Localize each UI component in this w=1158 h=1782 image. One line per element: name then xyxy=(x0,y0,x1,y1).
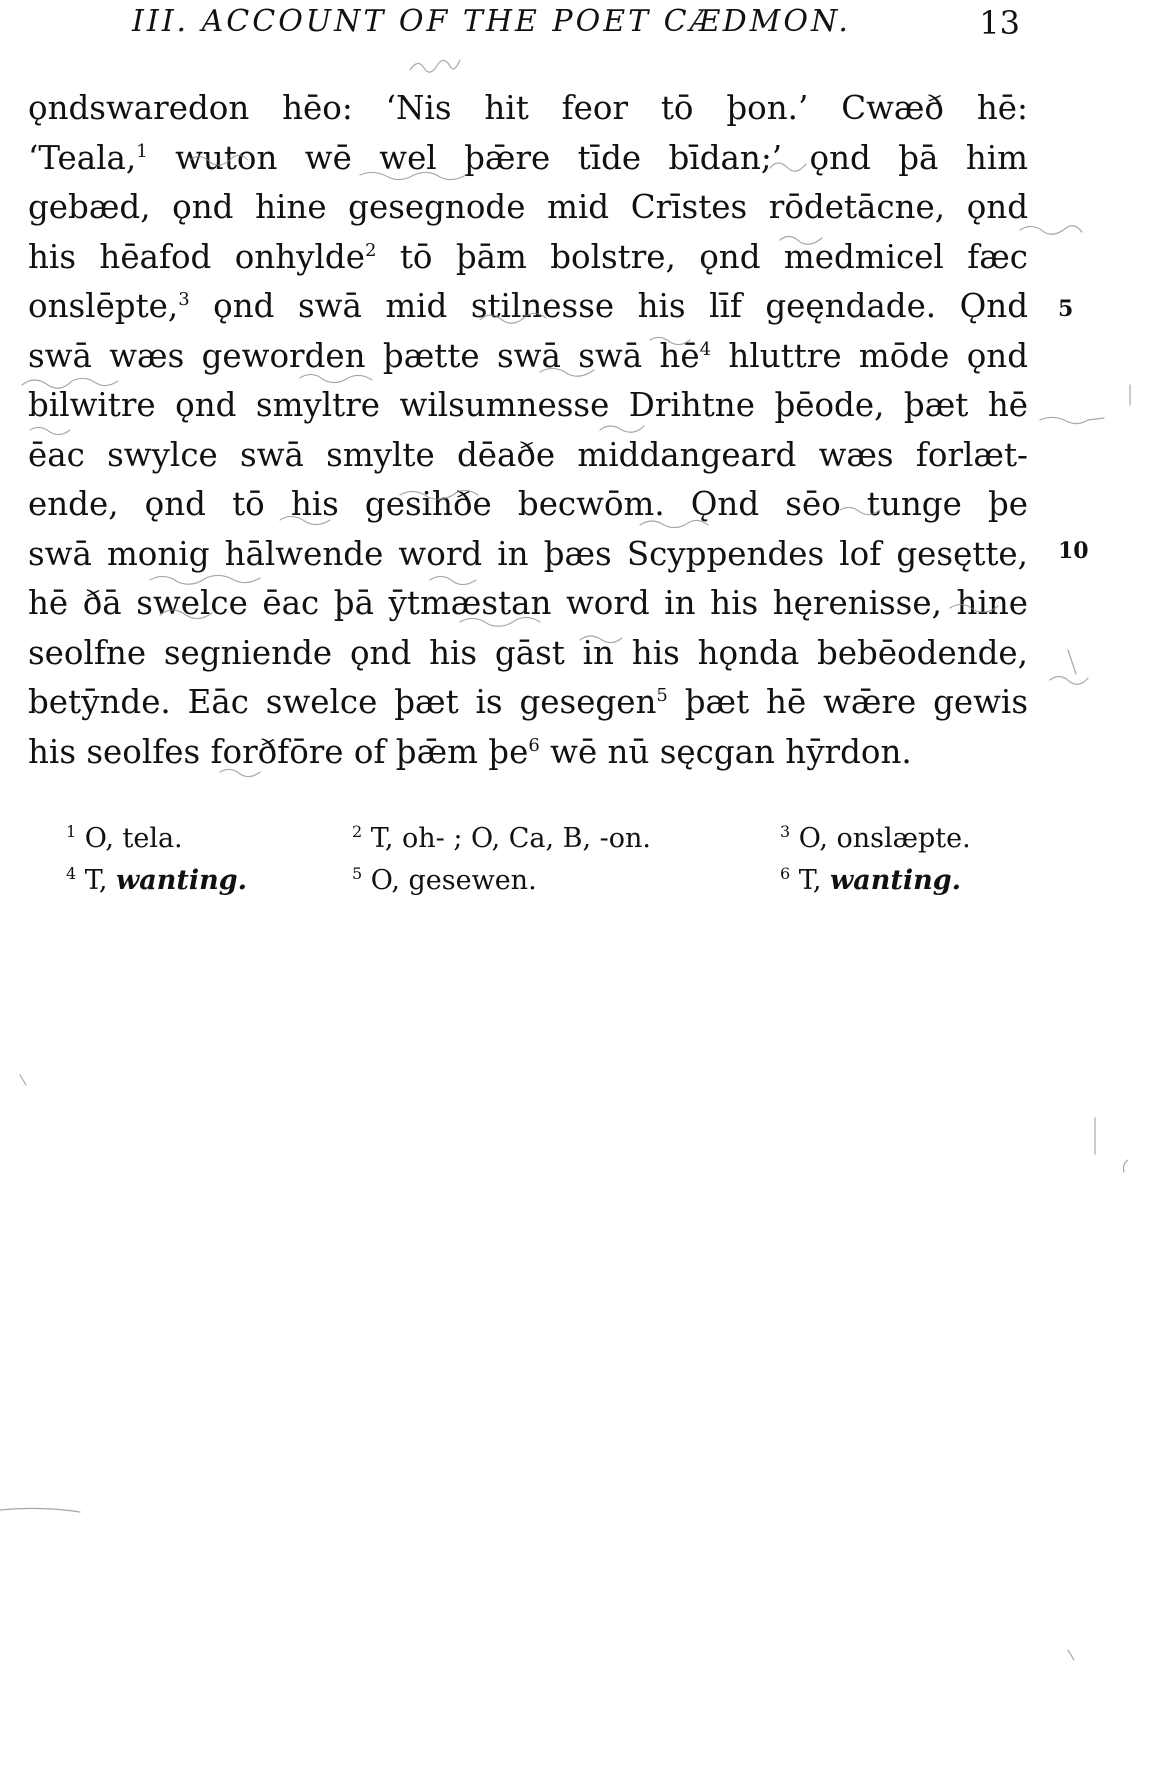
line-number: 10 xyxy=(1058,538,1089,564)
running-head: III. ACCOUNT OF THE POET CÆDMON. xyxy=(132,4,851,39)
footnote: $^1$ O, tela. xyxy=(66,822,183,854)
text-line: onslēpte,$^3$ ǫnd swā mid stilnesse his līf geęndade. Ǫnd xyxy=(28,287,1028,325)
text-line: ēac swylce swā smylte dēaðe middangeard wæs forlæt- xyxy=(28,435,1028,474)
text-line: swā monig hālwende word in þæs Scyppendes lof gesętte, xyxy=(28,534,1028,573)
text-line: hē ðā swelce ēac þā ȳtmæstan word in his hęrenisse, hine xyxy=(28,584,1028,622)
footnote: $^3$ O, onslæpte. xyxy=(780,822,971,854)
footnote-marker: 6 xyxy=(528,734,540,756)
footnote-marker: 4 xyxy=(699,338,712,360)
footnote: $^2$ T, oh- ; O, Ca, B, -on. xyxy=(352,822,652,854)
text-line: ende, ǫnd tō his gesihðe becwōm. Ǫnd sēo tunge þe xyxy=(28,485,1028,523)
footnote-marker: 3 xyxy=(178,289,190,310)
footnote-marker: 5 xyxy=(656,685,668,706)
text-line: ‘Teala,$^1$ wuton wē wel þǣre tīde bīdan;’ ǫnd þā him xyxy=(28,138,1028,177)
text-line: his seolfes forðfōre of þǣm $þe^6$ wē nū sęcgan hȳrdon. xyxy=(28,732,912,771)
footnote: $^4$ T, wanting. xyxy=(66,864,248,896)
page-header xyxy=(132,4,1020,44)
text-line: his hēafod onhylde$^2$ tō þām bolstre, ǫnd medmicel fæc xyxy=(28,237,1028,276)
text-line: betȳnde. Eāc swelce þæt is gesegen$^5$ þæt hē wǣre gewis xyxy=(28,683,1028,721)
text-line: bilwitre ǫnd smyltre wilsumnesse Drihtne þēode, þæt hē xyxy=(28,386,1028,424)
text-line: gebæd, ǫnd hine gesegnode mid Crīstes rōdetācne, ǫnd xyxy=(28,188,1028,226)
text-line: swā wæs geworden þætte swā swā $hē^4$ hluttre mōde ǫnd xyxy=(28,336,1028,375)
page-number: 13 xyxy=(979,4,1020,42)
footnote-marker: 1 xyxy=(136,140,148,162)
footnote-marker: 2 xyxy=(364,239,377,261)
body-text xyxy=(28,84,1028,777)
text-line: seolfne segniende ǫnd his gāst in his hǫnda bebēodende, xyxy=(28,633,1028,672)
footnote-row xyxy=(66,860,1006,902)
footnote: $^6$ T, wanting. xyxy=(780,864,962,896)
footnotes xyxy=(66,818,1006,902)
text-line: ǫndswaredon hēo: ‘Nis hit feor tō þon.’ Cwæð hē: xyxy=(28,89,1028,127)
footnote: $^5$ O, gesewen. xyxy=(352,864,537,896)
footnote-row xyxy=(66,818,1006,860)
line-number: 5 xyxy=(1058,296,1074,322)
